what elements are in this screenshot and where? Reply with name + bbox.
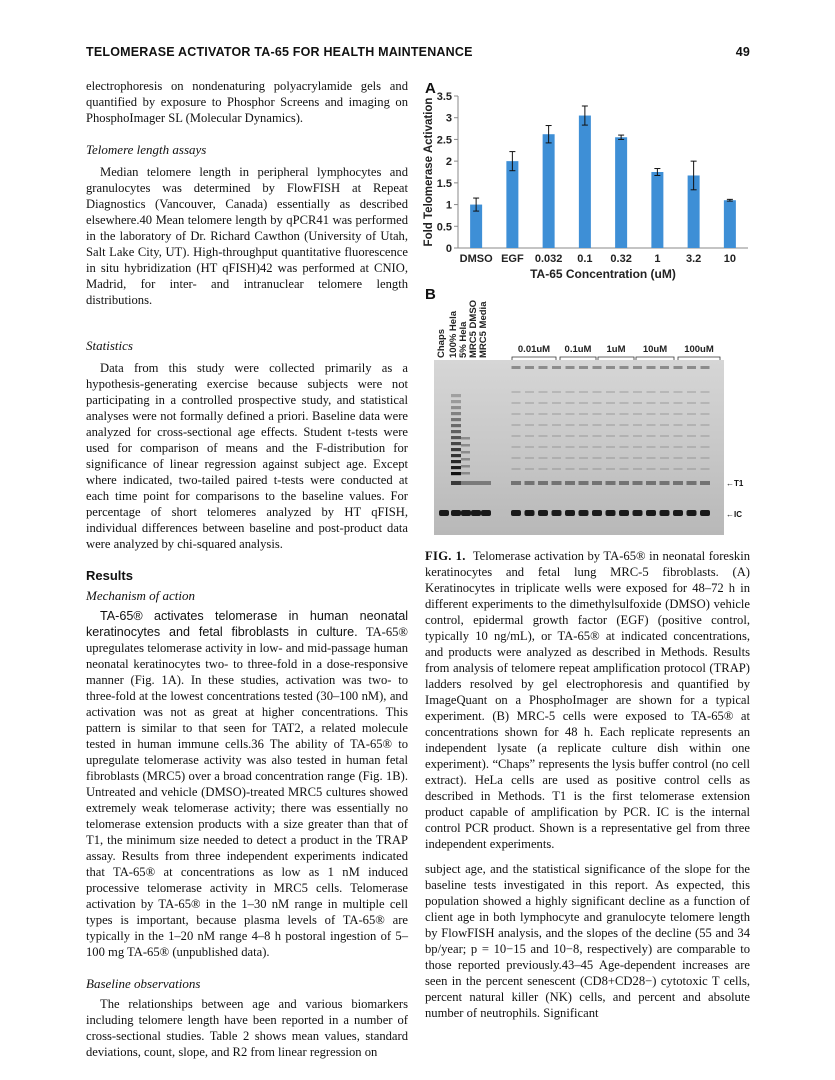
smear-band bbox=[620, 402, 629, 404]
ic-band bbox=[700, 510, 710, 516]
smear-band bbox=[647, 402, 656, 404]
bar-10 bbox=[724, 200, 736, 248]
lane-label: Chaps bbox=[436, 328, 447, 358]
t1-band bbox=[592, 481, 602, 485]
smear-band bbox=[701, 413, 710, 415]
group-label: 0.01uM bbox=[517, 344, 551, 355]
smear-band bbox=[593, 413, 602, 415]
y-tick-label: 2.5 bbox=[436, 134, 452, 147]
group-bracket bbox=[636, 357, 674, 360]
t1-band bbox=[538, 481, 548, 485]
smear-band bbox=[647, 457, 656, 459]
well-band bbox=[552, 366, 561, 369]
ic-band bbox=[439, 510, 449, 516]
figure-caption bbox=[425, 548, 750, 852]
t1-band bbox=[511, 481, 521, 485]
ic-band bbox=[511, 510, 521, 516]
smear-band bbox=[539, 424, 548, 426]
ladder-band bbox=[451, 430, 461, 433]
ic-band bbox=[579, 510, 589, 516]
caption-text: Telomerase activation by TA-65® in neonatal foreskin keratinocytes and fetal lung MRC-5 fibroblasts. (A) Keratinocytes in triplicate wells were exposed for 48–72 h in different experiments to the dimethylsulfoxide (DMSO) vehicle control, epidermal growth factor (EGF) (positive control, typically 10 ng/mL), or TA-65® at indicated concentrations, and products were analyzed as described in Methods. Results from analysis of telomere repeat amplification protocol (TRAP) ladders resolved by gel electrophoresis and quantified by ImageQuant on a PhosphoImager are shown for a typical experiment. (B) MRC-5 cells were exposed to TA-65® at concentrations shown for 48 h. Each replicate represents an independent lysate (a replicate culture dish within one experiment). “Chaps” represents the lysis buffer control (no cell extract). HeLa cells are used as positive control cells as described in Methods. T1 is the first telomerase extension product capable of amplification by PCR. IC is the internal control PCR product. Shown is a representative gel from three independent experiments. bbox=[425, 549, 751, 851]
ic-band bbox=[646, 510, 656, 516]
smear-band bbox=[701, 424, 710, 426]
smear-band bbox=[512, 435, 521, 437]
smear-band bbox=[579, 402, 588, 404]
smear-band bbox=[566, 446, 575, 448]
smear-band bbox=[552, 435, 561, 437]
smear-band bbox=[647, 446, 656, 448]
bar-EGF bbox=[506, 161, 518, 248]
well-band bbox=[687, 366, 696, 369]
smear-band bbox=[674, 435, 683, 437]
ladder-band bbox=[451, 454, 461, 457]
heading-statistics: Statistics bbox=[86, 338, 133, 353]
ladder-band bbox=[461, 451, 470, 454]
ladder-band bbox=[451, 436, 461, 439]
smear-band bbox=[701, 402, 710, 404]
smear-band bbox=[660, 435, 669, 437]
t1-band bbox=[579, 481, 589, 485]
well-band bbox=[593, 366, 602, 369]
smear-band bbox=[539, 413, 548, 415]
paragraph-mechanism bbox=[86, 608, 408, 960]
x-tick-label: 1 bbox=[654, 253, 661, 265]
well-band bbox=[674, 366, 683, 369]
smear-band bbox=[660, 424, 669, 426]
heading-mechanism: Mechanism of action bbox=[86, 588, 196, 603]
smear-band bbox=[620, 391, 629, 393]
smear-band bbox=[674, 402, 683, 404]
y-tick-label: 3.5 bbox=[436, 91, 452, 103]
x-tick-label: DMSO bbox=[459, 253, 493, 265]
paragraph-mechanism-text: TA-65® upregulates telomerase activity in low- and mid-passage human neonatal keratinocytes two- to three-fold in a dose-responsive manner (Fig. 1A). In these studies, activation was two- to three-fold at the lowest concentrations tested (30–100 nM), and activation was not as great at higher concentrations. This pattern is similar to that seen for TAT2, a related molecule tested in human immune cells.36 The ability of TA-65® to upregulate telomerase activity was also tested in human fetal fibroblasts (MRC5) over a broad concentration range (Fig. 1B). Untreated and vehicle (DMSO)-treated MRC5 cultures showed extremely weak telomerase activity; there was essentially no telomerase extension products with a size greater than that of T1, the minimum size needed to detect a product in the TRAP assay. Results from three independent experiments indicated that TA-65® at concentrations as low as 1 nM induced processive telomerase activity in MRC5 cells. Telomerase activation by TA-65® in the 1–30 nM range in multiple cell types is important, because plasma levels of TA-65® are typically in the 1–20 nM range 4–8 h postoral ingestion of 5–100 mg TA-65® (unpublished data). bbox=[86, 625, 408, 959]
smear-band bbox=[512, 391, 521, 393]
ladder-band bbox=[451, 472, 461, 475]
ladder-band bbox=[451, 418, 461, 421]
smear-band bbox=[512, 446, 521, 448]
ic-label: ←IC bbox=[726, 510, 742, 519]
ic-band bbox=[461, 510, 471, 516]
paragraph-statistics: Data from this study were collected primarily as a hypothesis-generating exercise because subjects were not participating in a controlled prospective study, and statistical analyses were not formally defined a priori. Baseline data were analyzed for cross-sectional age effects. Student t-tests were used for comparison of means and the F-distribution for significance of linear regression against subject age. Except where indicated, two-tailed paired t-tests were conducted at each time point for comparisons to the baseline values. For percentage of short telomeres analyzed by HT qFISH, individual differences between baseline and post-product data were analyzed by chi-squared analysis. bbox=[86, 361, 408, 551]
ladder-band bbox=[451, 412, 461, 415]
running-header bbox=[86, 45, 750, 65]
heading-telomere-length: Telomere length assays bbox=[86, 142, 207, 157]
smear-band bbox=[539, 402, 548, 404]
smear-band bbox=[620, 413, 629, 415]
smear-band bbox=[579, 413, 588, 415]
smear-band bbox=[579, 435, 588, 437]
smear-band bbox=[633, 457, 642, 459]
ladder-band bbox=[451, 424, 461, 427]
group-label: 100uM bbox=[684, 344, 714, 355]
ic-band bbox=[451, 510, 461, 516]
smear-band bbox=[647, 424, 656, 426]
y-tick-label: 1 bbox=[445, 199, 452, 212]
well-band bbox=[606, 366, 615, 369]
smear-band bbox=[687, 424, 696, 426]
smear-band bbox=[552, 391, 561, 393]
bar-0.1 bbox=[579, 116, 591, 248]
y-tick-label: 0.5 bbox=[436, 221, 452, 234]
lane-label: 100% Hela bbox=[448, 310, 459, 358]
smear-band bbox=[552, 457, 561, 459]
smear-band bbox=[525, 457, 534, 459]
smear-band bbox=[512, 413, 521, 415]
smear-band bbox=[633, 402, 642, 404]
ladder-band bbox=[461, 437, 470, 440]
paragraph-telomere-methods: Median telomere length in peripheral lymphocytes and granulocytes was determined by FlowFISH at Repeat Diagnostics (Vancouver, Canada) essentially as described elsewhere.40 Mean telomere length by qPCR41 was performed in the laboratory of Dr. Richard Cawthon (University of Utah, Salt Lake City, UT). High-throughput quantitative fluorescence in situ hybridization (HT qFISH)42 was performed at CNIO, Madrid, for inter- and intranuclear telomere length distributions. bbox=[86, 165, 408, 307]
smear-band bbox=[539, 435, 548, 437]
x-tick-label: 0.032 bbox=[534, 253, 563, 265]
smear-band bbox=[525, 402, 534, 404]
lane-label: 5% Hela bbox=[458, 321, 469, 358]
ladder-band bbox=[451, 448, 461, 451]
gel-image bbox=[420, 290, 750, 540]
ladder-band bbox=[451, 406, 461, 409]
well-band bbox=[512, 366, 521, 369]
smear-band bbox=[660, 391, 669, 393]
ic-band bbox=[481, 510, 491, 516]
smear-band bbox=[593, 446, 602, 448]
smear-band bbox=[674, 391, 683, 393]
t1-label: ←T1 bbox=[726, 479, 744, 488]
t1-band bbox=[552, 481, 562, 485]
smear-band bbox=[525, 468, 534, 470]
t1-band bbox=[471, 481, 481, 485]
well-band bbox=[539, 366, 548, 369]
smear-band bbox=[552, 402, 561, 404]
ic-band bbox=[525, 510, 535, 516]
smear-band bbox=[606, 446, 615, 448]
smear-band bbox=[620, 457, 629, 459]
ladder-band bbox=[451, 400, 461, 403]
well-band bbox=[620, 366, 629, 369]
ladder-band bbox=[451, 394, 461, 397]
smear-band bbox=[674, 468, 683, 470]
y-axis-label: Fold Telomerase Activation bbox=[423, 97, 435, 247]
smear-band bbox=[579, 446, 588, 448]
smear-band bbox=[606, 391, 615, 393]
ladder-band bbox=[461, 465, 470, 468]
x-tick-label: EGF bbox=[501, 253, 524, 265]
y-tick-label: 3 bbox=[445, 112, 452, 125]
smear-band bbox=[606, 435, 615, 437]
smear-band bbox=[620, 424, 629, 426]
panel-a-label: A bbox=[425, 80, 436, 97]
running-title: TELOMERASE ACTIVATOR TA-65 FOR HEALTH MAINTENANCE bbox=[86, 45, 473, 59]
heading-results: Results bbox=[86, 568, 133, 583]
smear-band bbox=[660, 457, 669, 459]
smear-band bbox=[539, 446, 548, 448]
smear-band bbox=[606, 457, 615, 459]
smear-band bbox=[687, 391, 696, 393]
smear-band bbox=[633, 468, 642, 470]
smear-band bbox=[579, 468, 588, 470]
ic-band bbox=[673, 510, 683, 516]
smear-band bbox=[660, 413, 669, 415]
ic-band bbox=[471, 510, 481, 516]
group-bracket bbox=[678, 357, 720, 360]
group-label: 10uM bbox=[642, 344, 668, 355]
smear-band bbox=[566, 468, 575, 470]
smear-band bbox=[633, 435, 642, 437]
smear-band bbox=[701, 391, 710, 393]
smear-band bbox=[674, 457, 683, 459]
ladder-band bbox=[461, 472, 470, 475]
paragraph-electrophoresis: electrophoresis on nondenaturing polyacrylamide gels and quantified by exposure to Phosphor Screens and imaging on PhosphoImager SL (Molecular Dynamics). bbox=[86, 79, 408, 125]
smear-band bbox=[552, 468, 561, 470]
well-band bbox=[660, 366, 669, 369]
smear-band bbox=[647, 435, 656, 437]
bar-0.32 bbox=[615, 137, 627, 248]
smear-band bbox=[633, 424, 642, 426]
y-tick-label: 1.5 bbox=[436, 177, 452, 190]
t1-band bbox=[660, 481, 670, 485]
x-tick-label: 10 bbox=[723, 253, 736, 265]
smear-band bbox=[660, 402, 669, 404]
smear-band bbox=[687, 446, 696, 448]
panel-b-label: B bbox=[425, 286, 436, 303]
group-label: 0.1uM bbox=[564, 344, 592, 355]
x-axis-label: TA-65 Concentration (uM) bbox=[530, 267, 676, 281]
smear-band bbox=[512, 457, 521, 459]
t1-band bbox=[673, 481, 683, 485]
smear-band bbox=[566, 424, 575, 426]
ladder-band bbox=[451, 466, 461, 469]
smear-band bbox=[566, 435, 575, 437]
smear-band bbox=[512, 424, 521, 426]
ladder-band bbox=[461, 444, 470, 447]
smear-band bbox=[606, 413, 615, 415]
ic-band bbox=[592, 510, 602, 516]
smear-band bbox=[512, 468, 521, 470]
smear-band bbox=[593, 435, 602, 437]
paragraph-baseline: The relationships between age and various biomarkers including telomere length have been reported in a number of cross-sectional studies. Table 2 shows mean values, standard deviations, count, slope, and R2 from linear regression on bbox=[86, 997, 408, 1059]
smear-band bbox=[620, 435, 629, 437]
smear-band bbox=[633, 413, 642, 415]
smear-band bbox=[566, 391, 575, 393]
t1-band bbox=[619, 481, 629, 485]
t1-band bbox=[451, 481, 461, 485]
smear-band bbox=[606, 468, 615, 470]
smear-band bbox=[647, 413, 656, 415]
smear-band bbox=[525, 435, 534, 437]
t1-band bbox=[646, 481, 656, 485]
t1-band bbox=[687, 481, 697, 485]
smear-band bbox=[620, 446, 629, 448]
runin-heading: TA-65® activates telomerase in human neonatal keratinocytes and fetal fibroblasts in culture. bbox=[86, 609, 408, 639]
smear-band bbox=[525, 413, 534, 415]
smear-band bbox=[674, 413, 683, 415]
well-band bbox=[701, 366, 710, 369]
x-tick-label: 0.1 bbox=[577, 253, 593, 265]
page-number: 49 bbox=[735, 45, 750, 59]
well-band bbox=[633, 366, 642, 369]
smear-band bbox=[701, 435, 710, 437]
ladder-band bbox=[451, 460, 461, 463]
t1-band bbox=[525, 481, 535, 485]
ic-band bbox=[660, 510, 670, 516]
t1-band bbox=[606, 481, 616, 485]
t1-band bbox=[481, 481, 491, 485]
caption-lead: FIG. 1. bbox=[425, 549, 466, 563]
y-tick-label: 0 bbox=[445, 243, 452, 255]
well-band bbox=[579, 366, 588, 369]
smear-band bbox=[687, 435, 696, 437]
smear-band bbox=[701, 468, 710, 470]
smear-band bbox=[647, 468, 656, 470]
smear-band bbox=[606, 402, 615, 404]
smear-band bbox=[566, 413, 575, 415]
ic-band bbox=[606, 510, 616, 516]
smear-band bbox=[674, 424, 683, 426]
ladder-band bbox=[451, 442, 461, 445]
smear-band bbox=[593, 424, 602, 426]
lane-label: MRC5 Media bbox=[478, 301, 489, 358]
smear-band bbox=[539, 391, 548, 393]
bar-chart bbox=[420, 88, 750, 283]
smear-band bbox=[593, 391, 602, 393]
paragraph-age-effects: subject age, and the statistical significance of the slope for the baseline tests investigated in this report. As expected, this population showed a highly significant decline as a function of client age in both lymphocyte and granulocyte telomere length by FlowFISH analysis, and the slopes of the decline (55 and 34 bp/year; p = 10−15 and 10−8, respectively) are comparable to those reported previously.43–45 Age-dependent increases are seen in the percent senescent (CD8+CD28−) cytotoxic T cells, percent natural killer (NK) cells, and percent and absolute number of neutrophils. Significant bbox=[425, 862, 750, 1020]
t1-band bbox=[700, 481, 710, 485]
t1-band bbox=[565, 481, 575, 485]
smear-band bbox=[512, 402, 521, 404]
lane-label: MRC5 DMSO bbox=[468, 299, 479, 358]
smear-band bbox=[566, 402, 575, 404]
smear-band bbox=[674, 446, 683, 448]
smear-band bbox=[579, 457, 588, 459]
smear-band bbox=[552, 424, 561, 426]
ic-band bbox=[619, 510, 629, 516]
smear-band bbox=[552, 446, 561, 448]
y-tick-label: 2 bbox=[445, 156, 452, 169]
smear-band bbox=[525, 446, 534, 448]
left-column bbox=[86, 78, 408, 1060]
smear-band bbox=[579, 391, 588, 393]
ic-band bbox=[633, 510, 643, 516]
smear-band bbox=[687, 457, 696, 459]
ic-band bbox=[552, 510, 562, 516]
smear-band bbox=[687, 468, 696, 470]
well-band bbox=[647, 366, 656, 369]
t1-band bbox=[461, 481, 471, 485]
group-bracket bbox=[512, 357, 556, 360]
smear-band bbox=[579, 424, 588, 426]
smear-band bbox=[606, 424, 615, 426]
well-band bbox=[566, 366, 575, 369]
group-bracket bbox=[598, 357, 634, 360]
smear-band bbox=[539, 468, 548, 470]
ladder-band bbox=[461, 458, 470, 461]
smear-band bbox=[525, 424, 534, 426]
smear-band bbox=[633, 391, 642, 393]
right-column bbox=[425, 861, 750, 1021]
smear-band bbox=[647, 391, 656, 393]
smear-band bbox=[525, 391, 534, 393]
ic-band bbox=[565, 510, 575, 516]
bar-0.032 bbox=[543, 134, 555, 248]
well-band bbox=[525, 366, 534, 369]
smear-band bbox=[660, 468, 669, 470]
smear-band bbox=[566, 457, 575, 459]
smear-band bbox=[593, 457, 602, 459]
group-bracket bbox=[560, 357, 596, 360]
x-tick-label: 3.2 bbox=[685, 253, 702, 265]
smear-band bbox=[687, 402, 696, 404]
smear-band bbox=[552, 413, 561, 415]
smear-band bbox=[701, 457, 710, 459]
ic-band bbox=[538, 510, 548, 516]
smear-band bbox=[539, 457, 548, 459]
smear-band bbox=[701, 446, 710, 448]
smear-band bbox=[593, 402, 602, 404]
x-tick-label: 0.32 bbox=[610, 253, 632, 265]
smear-band bbox=[633, 446, 642, 448]
heading-baseline: Baseline observations bbox=[86, 976, 201, 991]
smear-band bbox=[660, 446, 669, 448]
bar-1 bbox=[651, 172, 663, 248]
smear-band bbox=[687, 413, 696, 415]
t1-band bbox=[633, 481, 643, 485]
smear-band bbox=[593, 468, 602, 470]
group-label: 1uM bbox=[606, 344, 626, 355]
smear-band bbox=[620, 468, 629, 470]
ic-band bbox=[687, 510, 697, 516]
